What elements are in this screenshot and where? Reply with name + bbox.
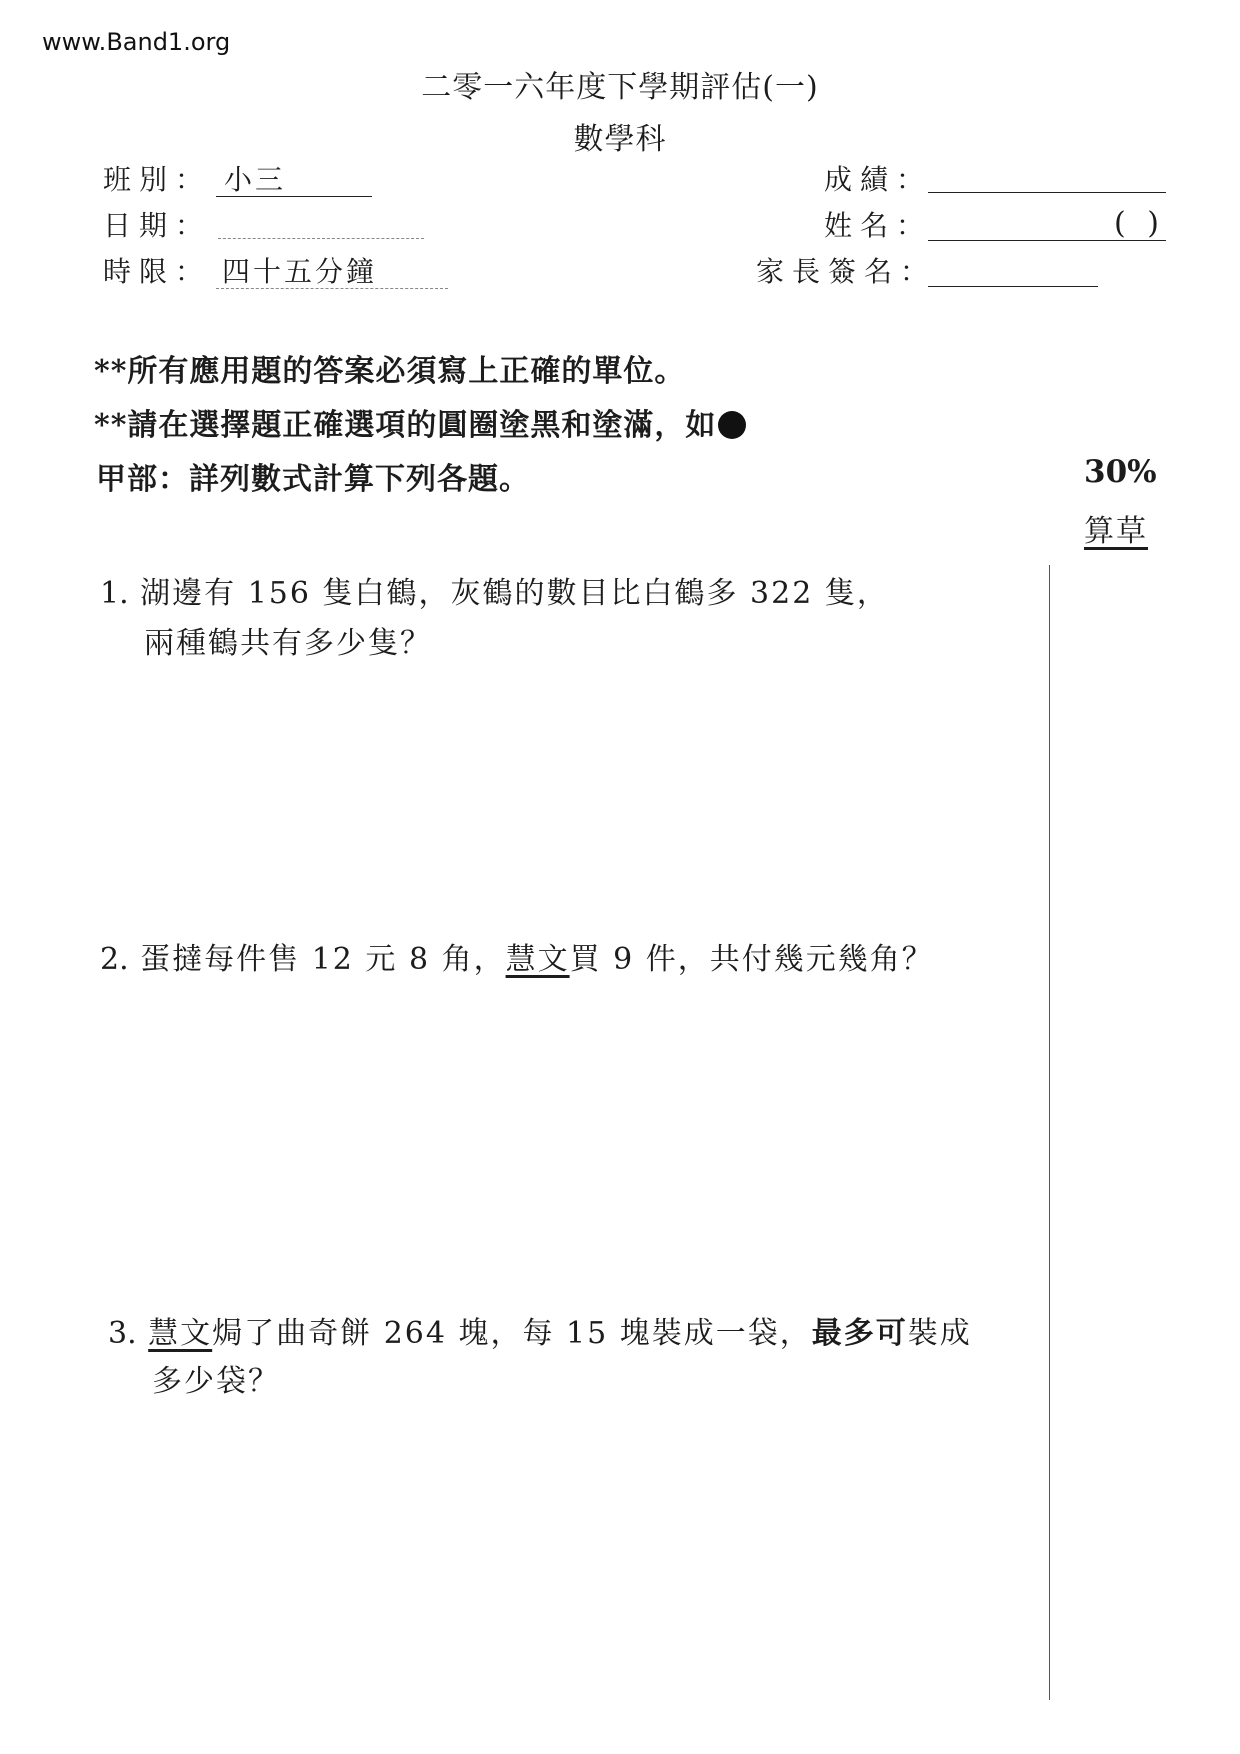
- question-text-end: 裝成: [907, 1316, 972, 1351]
- question-text-end: 買 9 件，共付幾元幾角？: [569, 942, 934, 977]
- instruction-bubbles-text: **請在選擇題正確選項的圓圈塗黑和塗滿，如: [94, 408, 717, 443]
- parent-signature-label: 家長簽名：: [756, 255, 937, 288]
- date-underline: [218, 238, 424, 239]
- question-text: 蛋撻每件售 12 元 8 角，: [140, 942, 506, 977]
- class-value: 小三: [224, 163, 287, 196]
- draft-column-divider: [1049, 565, 1050, 1700]
- question-number: 3.: [108, 1316, 137, 1351]
- score-underline: [928, 192, 1166, 193]
- instruction-bubbles: [94, 400, 746, 444]
- filled-circle-icon: [718, 411, 746, 439]
- parent-signature-underline: [928, 286, 1098, 287]
- question-2: [100, 934, 934, 978]
- question-text: 湖邊有 156 隻白鶴，灰鶴的數目比白鶴多 322 隻，: [140, 576, 889, 611]
- class-underline: [216, 196, 372, 197]
- question-number: 1.: [100, 576, 129, 611]
- subject-title: 數學科: [573, 122, 667, 157]
- question-text: 焗了曲奇餅 264 塊，每 15 塊裝成一袋，: [212, 1316, 812, 1351]
- class-number-parentheses: ( ): [1114, 206, 1165, 241]
- emphasis-text: 最多可: [811, 1316, 908, 1351]
- student-name: 慧文: [148, 1316, 213, 1351]
- time-value: 四十五分鐘: [222, 255, 378, 288]
- draft-label: 算草: [1084, 514, 1148, 549]
- question-3: [108, 1308, 972, 1352]
- time-underline: [216, 288, 448, 289]
- question-1: [100, 568, 889, 612]
- time-label: 時限：: [103, 255, 212, 288]
- date-label: 日期：: [103, 209, 212, 242]
- question-1-line-2: 兩種鶴共有多少隻？: [144, 626, 432, 661]
- score-label: 成績：: [824, 163, 933, 196]
- student-name: 慧文: [505, 942, 570, 977]
- watermark: www.Band1.org: [42, 28, 231, 56]
- section-title: 甲部：詳列數式計算下列各題。: [96, 462, 530, 497]
- question-number: 2.: [100, 942, 129, 977]
- question-3-line-2: 多少袋？: [152, 1364, 280, 1399]
- name-label: 姓名：: [824, 209, 933, 242]
- exam-title: 二零一六年度下學期評估(一): [421, 70, 819, 105]
- section-weight: 30%: [1084, 454, 1157, 490]
- class-label: 班別：: [103, 163, 212, 196]
- instruction-units: **所有應用題的答案必須寫上正確的單位。: [94, 354, 686, 389]
